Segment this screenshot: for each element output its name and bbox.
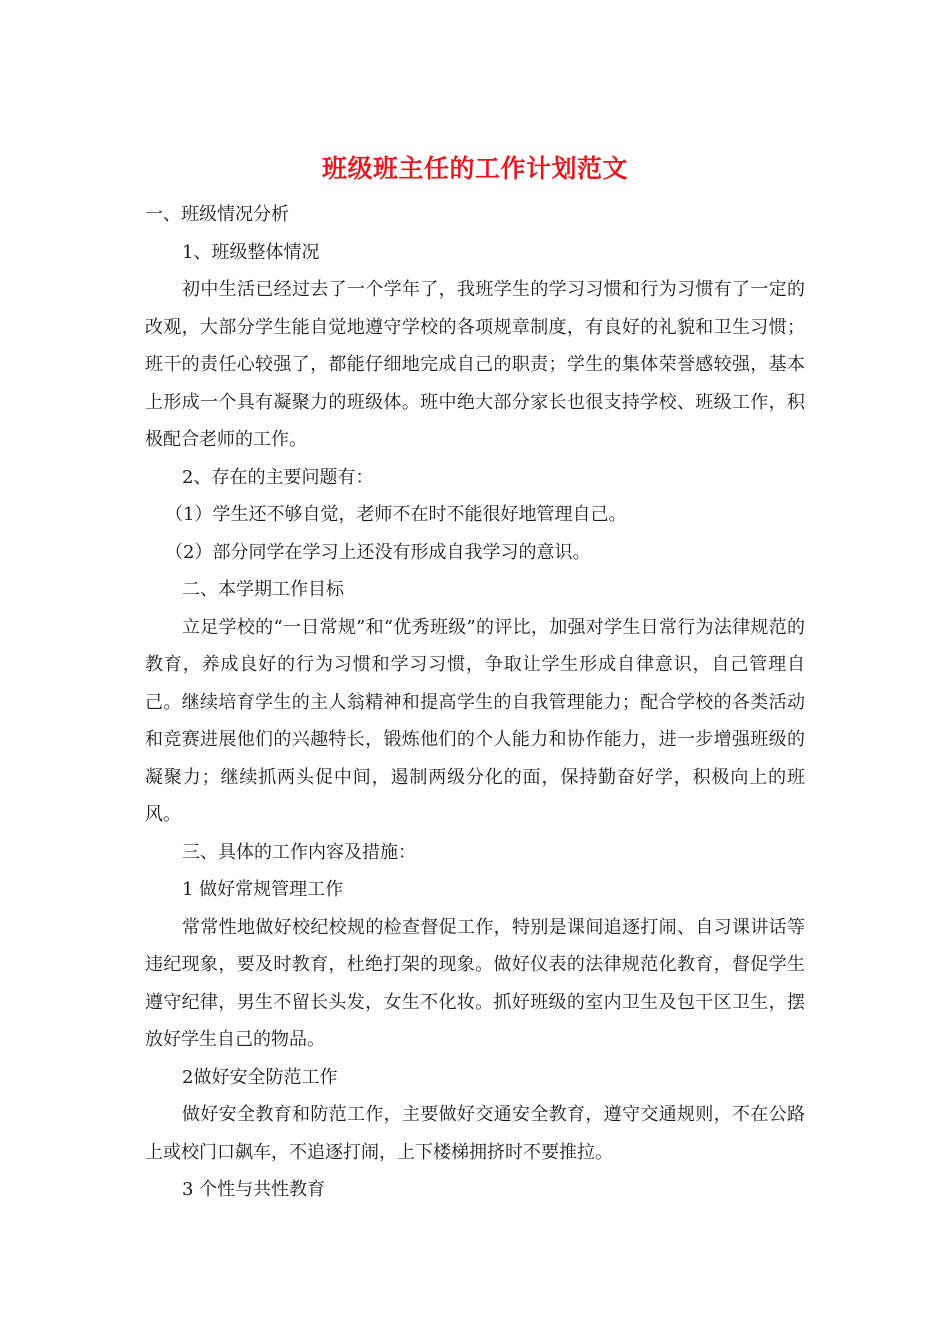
paragraph-overall-situation: 初中生活已经过去了一个学年了，我班学生的学习习惯和行为习惯有了一定的改观，大部分学生能自觉地遵守学校的各项规章制度，有良好的礼貌和卫生习惯；班干的责任心较强了，都能仔细地完成自己的职责；学生的集体荣誉感较强，基本上形成一个具有凝聚力的班级体。班中绝大部分家长也很支持学校、班级工作，积极配合老师的工作。	[145, 279, 805, 450]
subheading-individual-education: 3 个性与共性教育	[182, 1179, 326, 1200]
subheading-routine-management: 1 做好常规管理工作	[182, 879, 344, 900]
paragraph-routine-management: 常常性地做好校纪校规的检查督促工作，特别是课间追逐打闹、自习课讲话等违纪现象，要及时教育，杜绝打架的现象。做好仪表的法律规范化教育，督促学生遵守纪律，男生不留长头发，女生不化妆。抓好班级的室内卫生及包干区卫生，摆放好学生自己的物品。	[145, 916, 805, 1050]
subheading-overall-situation: 1、班级整体情况	[182, 241, 320, 263]
paragraph-safety: 做好安全教育和防范工作，主要做好交通安全教育，遵守交通规则，不在公路上或校门口飙车，不追逐打闹，上下楼梯拥挤时不要推拉。	[145, 1104, 805, 1163]
section-heading-class-analysis: 一、班级情况分析	[145, 204, 289, 225]
paragraph-goals: 立足学校的“一日常规”和“优秀班级”的评比，加强对学生日常行为法律规范的教育，养成良好的行为习惯和学习习惯，争取让学生形成自律意识，自己管理自己。继续培育学生的主人翁精神和提高学生的自我管理能力；配合学校的各类活动和竞赛进展他们的兴趣特长，锻炼他们的个人能力和协作能力，进一步增强班级的凝聚力；继续抓两头促中间，遏制两级分化的面，保持勤奋好学，积极向上的班风。	[145, 616, 805, 825]
section-heading-goals: 二、本学期工作目标	[182, 579, 344, 600]
document-body	[145, 196, 805, 1209]
subheading-main-problems: 2、存在的主要问题有：	[182, 466, 374, 488]
document-title: 班级班主任的工作计划范文	[321, 154, 628, 183]
section-heading-measures: 三、具体的工作内容及措施：	[182, 841, 416, 863]
problem-item-2: （2）部分同学在学习上还没有形成自我学习的意识。	[165, 541, 591, 563]
subheading-safety: 2做好安全防范工作	[182, 1066, 338, 1088]
problem-item-1: （1）学生还不够自觉，老师不在时不能很好地管理自己。	[165, 504, 627, 525]
